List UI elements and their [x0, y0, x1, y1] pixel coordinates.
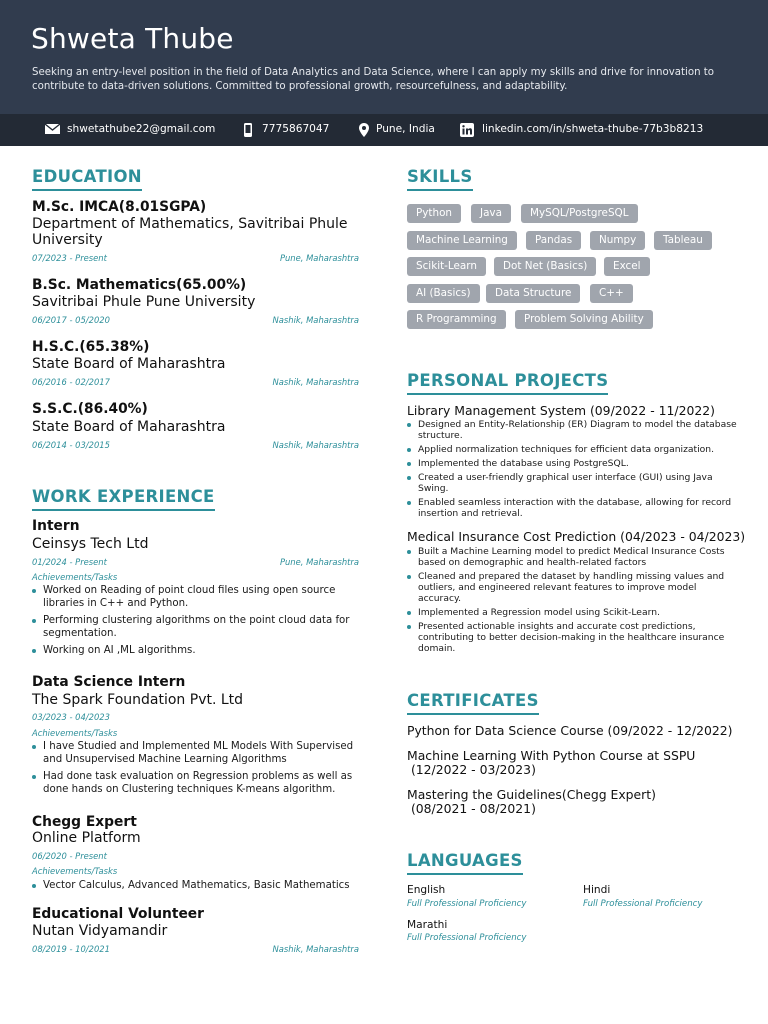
skill-tag: R Programming — [407, 310, 506, 329]
education-dates: 07/2023 - Present — [32, 253, 107, 263]
list-item: Cleaned and prepared the dataset by handling missing values and outliers, and engineered relevant features to improve model accuracy. — [407, 571, 737, 604]
language-name: English — [407, 884, 446, 896]
language-level: Full Professional Proficiency — [583, 899, 703, 909]
institution-name: State Board of Maharashtra — [32, 356, 226, 372]
resume-header — [0, 0, 768, 114]
skill-tag: Numpy — [590, 231, 645, 250]
location-pin-icon — [359, 123, 369, 137]
education-dates: 06/2017 - 05/2020 — [32, 315, 110, 325]
institution-name: Department of Mathematics, Savitribai Phule University — [32, 216, 348, 248]
education-location: Nashik, Maharashtra — [272, 440, 359, 450]
list-item: Implemented the database using PostgreSQL. — [407, 458, 737, 469]
envelope-icon — [45, 123, 60, 135]
job-role: Chegg Expert — [32, 814, 137, 830]
job-dates: 08/2019 - 10/2021 — [32, 944, 110, 954]
skill-tag: Pandas — [526, 231, 581, 250]
education-location: Pune, Maharashtra — [279, 253, 359, 263]
task-list — [32, 740, 367, 800]
linkedin-icon — [460, 123, 474, 137]
skill-tag: Problem Solving Ability — [515, 310, 653, 329]
job-location: Pune, Maharashtra — [279, 557, 359, 567]
certificate-item: Python for Data Science Course (09/2022 - 12/2022) — [407, 723, 733, 738]
company-name: Online Platform — [32, 830, 141, 846]
project-title: Library Management System (09/2022 - 11/2022) — [407, 403, 715, 418]
candidate-name: Shweta Thube — [31, 22, 234, 55]
job-location: Nashik, Maharashtra — [272, 944, 359, 954]
task-list — [32, 879, 367, 896]
summary-text: Seeking an entry-level position in the field of Data Analytics and Data Science, where I can apply my skills and drive for innovation to contribute to data-driven solutions. Committed to professional growth, resourcefulness, and adaptability. — [32, 67, 714, 92]
degree-title: M.Sc. IMCA(8.01SGPA) — [32, 199, 207, 215]
education-dates: 06/2016 - 02/2017 — [32, 377, 110, 387]
projects-heading: PERSONAL PROJECTS — [407, 371, 608, 395]
institution-name: Savitribai Phule Pune University — [32, 294, 256, 310]
project-bullets — [407, 546, 737, 657]
tasks-label: Achievements/Tasks — [32, 572, 118, 582]
skill-tag: Machine Learning — [407, 231, 517, 250]
list-item: Presented actionable insights and accurate cost predictions, contributing to better decision-making in the healthcare insurance domain. — [407, 621, 737, 654]
company-name: Nutan Vidyamandir — [32, 923, 168, 939]
list-item: Worked on Reading of point cloud files using open source libraries in C++ and Python. — [32, 584, 367, 610]
linkedin-text: linkedin.com/in/shweta-thube-77b3b8213 — [482, 123, 704, 135]
list-item: Vector Calculus, Advanced Mathematics, Basic Mathematics — [32, 879, 367, 892]
email-text: shwetathube22@gmail.com — [67, 123, 216, 135]
job-dates: 06/2020 - Present — [32, 851, 107, 861]
company-name: Ceinsys Tech Ltd — [32, 536, 149, 552]
skill-tag: AI (Basics) — [407, 284, 480, 303]
languages-heading: LANGUAGES — [407, 851, 523, 875]
tasks-label: Achievements/Tasks — [32, 866, 118, 876]
degree-title: H.S.C.(65.38%) — [32, 339, 150, 355]
skill-tag: Python — [407, 204, 461, 223]
certificate-item: Mastering the Guidelines(Chegg Expert) (08/2021 - 08/2021) — [407, 787, 656, 816]
job-dates: 01/2024 - Present — [32, 557, 107, 567]
location-text: Pune, India — [376, 123, 435, 135]
contact-bar — [0, 114, 768, 146]
job-role: Intern — [32, 518, 80, 534]
list-item: Implemented a Regression model using Scikit-Learn. — [407, 607, 737, 618]
skill-tag: Tableau — [654, 231, 712, 250]
company-name: The Spark Foundation Pvt. Ltd — [32, 692, 244, 708]
education-location: Nashik, Maharashtra — [272, 315, 359, 325]
degree-title: S.S.C.(86.40%) — [32, 401, 148, 417]
skill-tag: Excel — [604, 257, 650, 276]
language-level: Full Professional Proficiency — [407, 899, 527, 909]
task-list — [32, 584, 367, 661]
list-item: Designed an Entity-Relationship (ER) Diagram to model the database structure. — [407, 419, 737, 441]
certificates-heading: CERTIFICATES — [407, 691, 539, 715]
list-item: Had done task evaluation on Regression problems as well as done hands on Clustering techniques K-means algorithm. — [32, 770, 367, 796]
list-item: Performing clustering algorithms on the point cloud data for segmentation. — [32, 614, 367, 640]
degree-title: B.Sc. Mathematics(65.00%) — [32, 277, 247, 293]
education-dates: 06/2014 - 03/2015 — [32, 440, 110, 450]
project-bullets — [407, 419, 737, 522]
list-item: I have Studied and Implemented ML Models With Supervised and Unsupervised Machine Learning Algorithms — [32, 740, 367, 766]
work-experience-heading: WORK EXPERIENCE — [32, 487, 215, 511]
job-role: Educational Volunteer — [32, 906, 204, 922]
language-name: Marathi — [407, 919, 448, 931]
skill-tag: Scikit-Learn — [407, 257, 486, 276]
project-title: Medical Insurance Cost Prediction (04/2023 - 04/2023) — [407, 529, 746, 544]
list-item: Built a Machine Learning model to predict Medical Insurance Costs based on demographic and health-related factors — [407, 546, 737, 568]
language-name: Hindi — [583, 884, 611, 896]
phone-icon — [243, 123, 253, 137]
job-role: Data Science Intern — [32, 674, 186, 690]
list-item: Created a user-friendly graphical user interface (GUI) using Java Swing. — [407, 472, 737, 494]
language-level: Full Professional Proficiency — [407, 933, 527, 943]
institution-name: State Board of Maharashtra — [32, 419, 226, 435]
skill-tag: MySQL/PostgreSQL — [521, 204, 638, 223]
list-item: Enabled seamless interaction with the database, allowing for record insertion and retrieval. — [407, 497, 737, 519]
list-item: Applied normalization techniques for efficient data organization. — [407, 444, 737, 455]
job-dates: 03/2023 - 04/2023 — [32, 712, 110, 722]
certificate-item: Machine Learning With Python Course at SSPU (12/2022 - 03/2023) — [407, 748, 696, 777]
skill-tag: C++ — [590, 284, 633, 303]
skill-tag: Java — [471, 204, 511, 223]
skill-tag: Dot Net (Basics) — [494, 257, 596, 276]
skill-tag: Data Structure — [486, 284, 580, 303]
education-heading: EDUCATION — [32, 167, 142, 191]
list-item: Working on AI ,ML algorithms. — [32, 644, 367, 657]
skills-heading: SKILLS — [407, 167, 473, 191]
tasks-label: Achievements/Tasks — [32, 728, 118, 738]
education-location: Nashik, Maharashtra — [272, 377, 359, 387]
phone-text: 7775867047 — [262, 123, 330, 135]
